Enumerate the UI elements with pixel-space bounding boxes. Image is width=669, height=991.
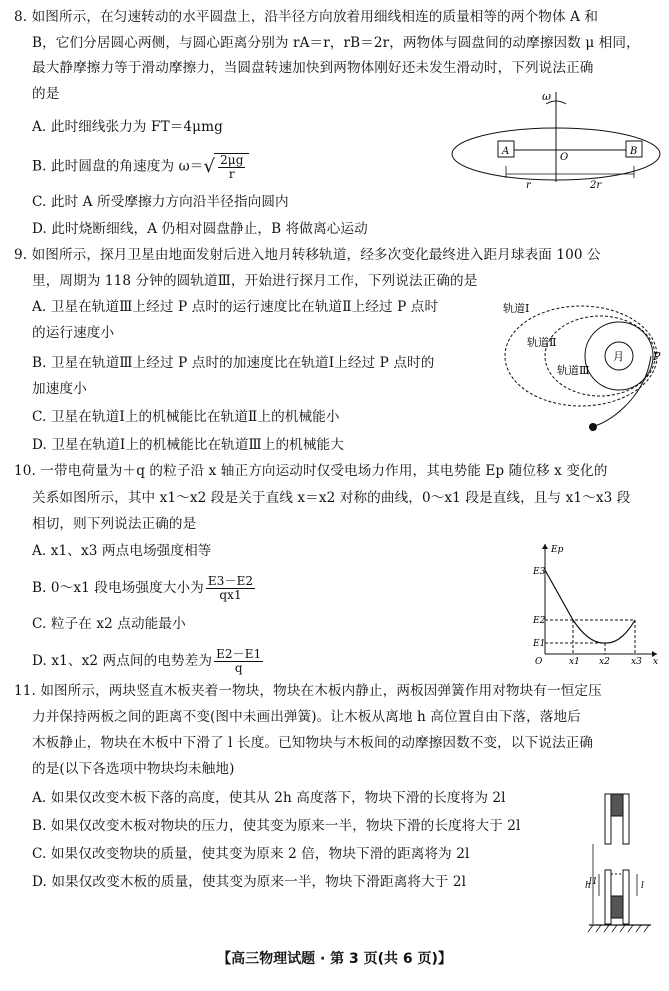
q10-option-c[interactable]: C. 粒子在 x2 点动能最小: [32, 616, 186, 632]
q9-stem-line2: 里，周期为 118 分钟的圆轨道Ⅲ，开始进行探月工作，下列说法正确的是: [32, 273, 478, 289]
q8-fig-2r: 2r: [590, 180, 602, 191]
q10-fig-e3: E3: [533, 567, 546, 577]
q11-stem-line1: 11. 如图所示，两块竖直木板夹着一物块，物块在木板内静止，两板因弹簧作用对物块有一恒定压: [14, 683, 602, 699]
q9-stem-line1: 9. 如图所示，探月卫星由地面发射后进入地月转移轨道，经多次变化最终进入距月球表面 100 公: [14, 247, 601, 263]
q8-fig-b: B: [630, 146, 638, 157]
q11-option-b[interactable]: B. 如果仅改变木板对物块的压力，使其变为原来一半，物块下滑的长度将大于 2l: [32, 818, 521, 834]
q9-option-c[interactable]: C. 卫星在轨道Ⅰ上的机械能比在轨道Ⅱ上的机械能小: [32, 409, 340, 425]
q9-orbit-figure: [495, 290, 665, 440]
q11-option-a[interactable]: A. 如果仅改变木板下落的高度，使其从 2h 高度落下，物块下滑的长度将为 2l: [32, 790, 506, 806]
q10-stem-line1: 10. 一带电荷量为＋q 的粒子沿 x 轴正方向运动时仅受电场力作用，其电势能 Ep 随位移 x 变化的: [14, 463, 608, 479]
q10-fig-ep: Ep: [551, 545, 564, 555]
q8-disk-figure: [450, 88, 662, 208]
q10-b-denominator: qx1: [219, 588, 242, 602]
q11-fig-l1: l1: [589, 877, 598, 887]
q8-stem-line3: 最大静摩擦力等于滑动摩擦力，当圆盘转速加快到两物体刚好还未发生滑动时，下列说法正确: [32, 60, 594, 76]
q11-board-figure: [575, 788, 665, 940]
q10-b-numerator: E3－E2: [207, 574, 254, 588]
q8-stem-line4: 的是: [32, 86, 60, 102]
q10-fig-e2: E2: [533, 616, 546, 626]
q8-b-numerator: 2μg: [220, 153, 244, 167]
q10-ep-graph: [525, 538, 665, 668]
q10-stem-line2: 关系如图所示，其中 x1～x2 段是关于直线 x＝x2 对称的曲线，0～x1 段是直线，且与 x1～x3 段: [32, 490, 631, 506]
q10-fig-x2: x2: [599, 657, 610, 667]
q9-fig-orbit1: 轨道Ⅰ: [503, 302, 530, 315]
q9-option-d[interactable]: D. 卫星在轨道Ⅰ上的机械能比在轨道Ⅲ上的机械能大: [32, 437, 344, 453]
q10-fig-x1: x1: [569, 657, 580, 667]
q11-option-c[interactable]: C. 如果仅改变物块的质量，使其变为原来 2 倍，物块下滑的距离将为 2l: [32, 846, 470, 862]
q11-fig-h: h: [585, 881, 591, 891]
q10-d-denominator: q: [234, 661, 243, 675]
q10-stem-line3: 相切，则下列说法正确的是: [32, 516, 197, 532]
q10-option-a[interactable]: A. x1、x3 两点电场强度相等: [32, 543, 212, 559]
q9-fig-moon: 月: [613, 350, 624, 363]
q8-option-d[interactable]: D. 此时烧断细线，A 仍相对圆盘静止，B 将做离心运动: [32, 221, 368, 237]
q8-fig-o: O: [560, 152, 569, 163]
q9-option-a-line2[interactable]: 的运行速度小: [32, 325, 115, 341]
q11-stem-line2: 力并保持两板之间的距离不变(图中未画出弹簧)。让木板从离地 h 高位置自由下落，落地后: [32, 709, 581, 725]
q8-stem-line2: B，它们分居圆心两侧，与圆心距离分别为 rA＝r，rB＝2r，两物体与圆盘间的动摩擦因数 μ 相同，: [32, 35, 640, 51]
sqrt-icon: √: [203, 156, 216, 177]
q10-fig-o: O: [535, 657, 543, 667]
q10-option-b[interactable]: [32, 575, 257, 602]
q11-stem-line3: 木板静止，物块在木板中下滑了 l 长度。已知物块与木板间的动摩擦因数不变，以下说法正确: [32, 735, 594, 751]
q8-stem-line1: 8. 如图所示，在匀速转动的水平圆盘上，沿半径方向放着用细线相连的质量相等的两个物体 A 和: [14, 9, 599, 25]
q10-fig-x3: x3: [631, 657, 642, 667]
q8-fig-r: r: [526, 180, 531, 191]
q8-option-a[interactable]: A. 此时细线张力为 FT＝4μmg: [32, 119, 223, 135]
q8-fig-a: A: [502, 146, 510, 157]
q10-fig-e1: E1: [533, 639, 546, 649]
q10-fig-x: x: [653, 657, 659, 667]
q9-fig-orbit2: 轨道Ⅱ: [527, 336, 557, 349]
q9-option-b-line2[interactable]: 加速度小: [32, 381, 87, 397]
q11-stem-line4: 的是(以下各选项中物块均未触地): [32, 761, 235, 777]
q11-fig-l: l: [641, 881, 644, 891]
q11-option-d[interactable]: D. 如果仅改变木板的质量，使其变为原来一半，物块下滑距离将大于 2l: [32, 874, 467, 890]
q8-option-b-text: B. 此时圆盘的角速度为 ω＝: [32, 158, 204, 175]
q9-option-b-line1[interactable]: B. 卫星在轨道Ⅲ上经过 P 点时的加速度比在轨道Ⅰ上经过 P 点时的: [32, 355, 435, 371]
q8-option-c[interactable]: C. 此时 A 所受摩擦力方向沿半径指向圆内: [32, 194, 289, 210]
q9-fig-orbit3: 轨道Ⅲ: [557, 364, 590, 377]
q10-option-d-text: D. x1、x2 两点间的电势差为: [32, 653, 213, 669]
q10-option-d[interactable]: [32, 648, 265, 675]
q10-d-numerator: E2－E1: [216, 647, 262, 661]
q10-option-b-text: B. 0～x1 段电场强度大小为: [32, 580, 204, 596]
q9-fig-p: P: [653, 350, 661, 363]
q8-option-b[interactable]: [32, 153, 249, 181]
q8-b-denominator: r: [228, 167, 235, 181]
page-footer: 【高三物理试题 · 第 3 页(共 6 页)】: [217, 951, 452, 967]
q8-fig-omega: ω: [542, 90, 551, 103]
q9-option-a-line1[interactable]: A. 卫星在轨道Ⅲ上经过 P 点时的运行速度比在轨道Ⅱ上经过 P 点时: [32, 299, 439, 315]
